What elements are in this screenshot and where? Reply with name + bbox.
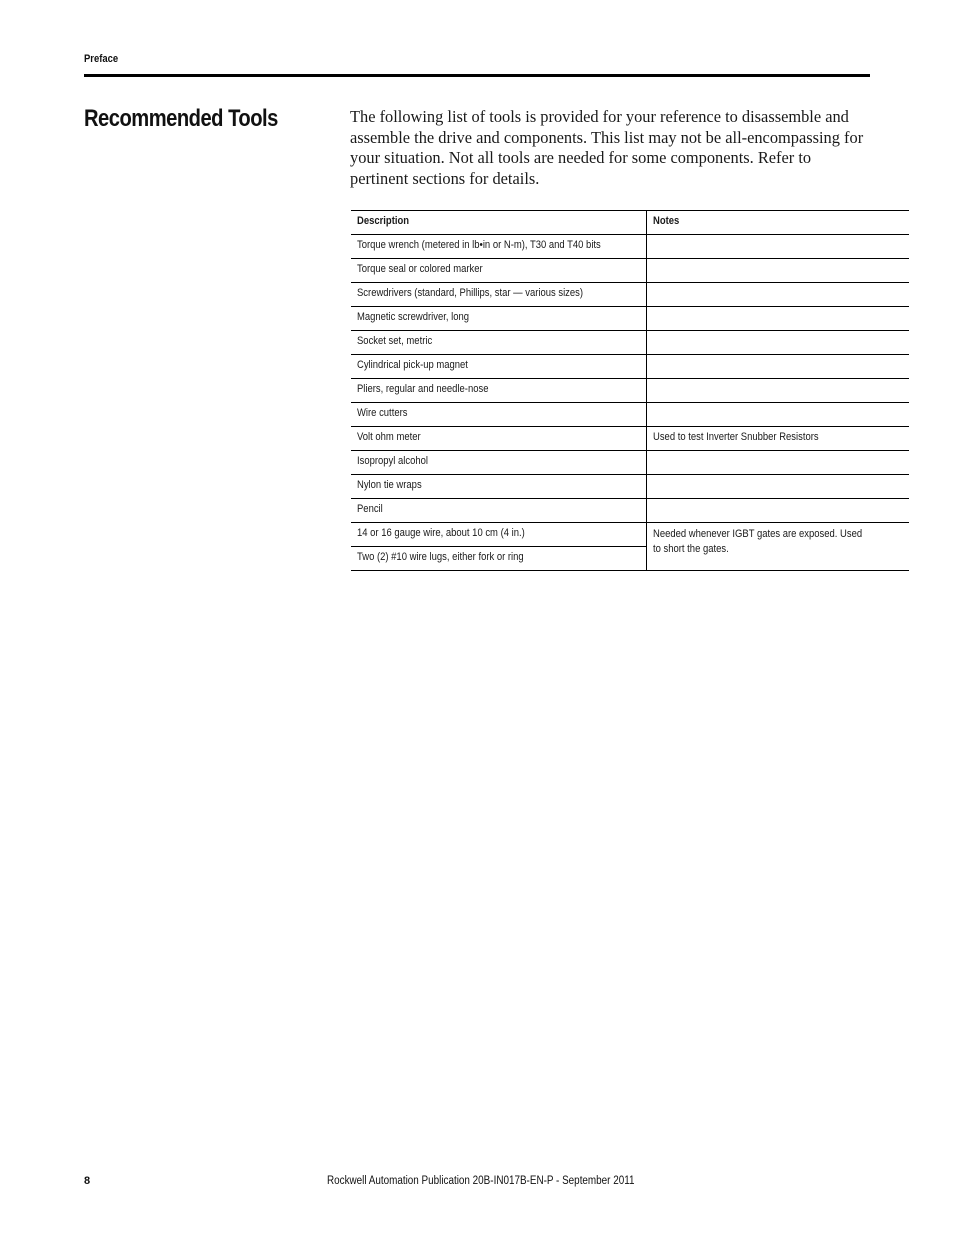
description-cell: Torque wrench (metered in lb•in or N-m), T30 and T40 bits bbox=[351, 235, 647, 259]
page-number: 8 bbox=[84, 1175, 91, 1187]
description-cell: Cylindrical pick-up magnet bbox=[351, 355, 647, 379]
table-row bbox=[351, 427, 909, 451]
description-cell: Pliers, regular and needle-nose bbox=[351, 379, 647, 403]
description-cell: Two (2) #10 wire lugs, either fork or ring bbox=[351, 547, 647, 571]
description-cell: Isopropyl alcohol bbox=[351, 451, 647, 475]
notes-cell bbox=[647, 235, 910, 259]
table-row bbox=[351, 499, 909, 523]
notes-cell bbox=[647, 475, 910, 499]
table-row bbox=[351, 475, 909, 499]
section-title: Recommended Tools bbox=[84, 105, 278, 132]
notes-cell bbox=[647, 451, 910, 475]
description-cell: Pencil bbox=[351, 499, 647, 523]
table-row bbox=[351, 451, 909, 475]
notes-cell-merged: Needed whenever IGBT gates are exposed. Used to short the gates. bbox=[647, 523, 910, 571]
notes-cell bbox=[647, 331, 910, 355]
header-rule bbox=[84, 74, 870, 77]
description-cell: Magnetic screwdriver, long bbox=[351, 307, 647, 331]
notes-cell bbox=[647, 307, 910, 331]
notes-cell bbox=[647, 403, 910, 427]
notes-cell bbox=[647, 283, 910, 307]
description-cell: Volt ohm meter bbox=[351, 427, 647, 451]
notes-cell: Used to test Inverter Snubber Resistors bbox=[647, 427, 910, 451]
table-row bbox=[351, 259, 909, 283]
column-header-description: Description bbox=[351, 211, 647, 235]
table-row bbox=[351, 331, 909, 355]
table-header-row bbox=[351, 211, 909, 235]
intro-paragraph: The following list of tools is provided for your reference to disassemble and assemble the drive and components. This list may not be all-encompassing for your situation. Not all tools are needed for some components. Refer to pertinent sections for details. bbox=[350, 107, 864, 188]
description-cell: Screwdrivers (standard, Phillips, star — various sizes) bbox=[351, 283, 647, 307]
description-cell: Wire cutters bbox=[351, 403, 647, 427]
table-row bbox=[351, 403, 909, 427]
description-cell: Socket set, metric bbox=[351, 331, 647, 355]
table-row bbox=[351, 283, 909, 307]
table-row bbox=[351, 307, 909, 331]
notes-cell bbox=[647, 355, 910, 379]
notes-cell bbox=[647, 259, 910, 283]
table-row bbox=[351, 355, 909, 379]
description-cell: Nylon tie wraps bbox=[351, 475, 647, 499]
table-row bbox=[351, 523, 909, 547]
column-header-notes: Notes bbox=[647, 211, 910, 235]
notes-cell bbox=[647, 379, 910, 403]
publication-footer: Rockwell Automation Publication 20B-IN017B-EN-P - September 2011 bbox=[327, 1175, 635, 1187]
table-row bbox=[351, 379, 909, 403]
table-row bbox=[351, 235, 909, 259]
tools-table bbox=[351, 210, 909, 571]
notes-cell bbox=[647, 499, 910, 523]
running-header: Preface bbox=[84, 53, 119, 65]
description-cell: 14 or 16 gauge wire, about 10 cm (4 in.) bbox=[351, 523, 647, 547]
description-cell: Torque seal or colored marker bbox=[351, 259, 647, 283]
